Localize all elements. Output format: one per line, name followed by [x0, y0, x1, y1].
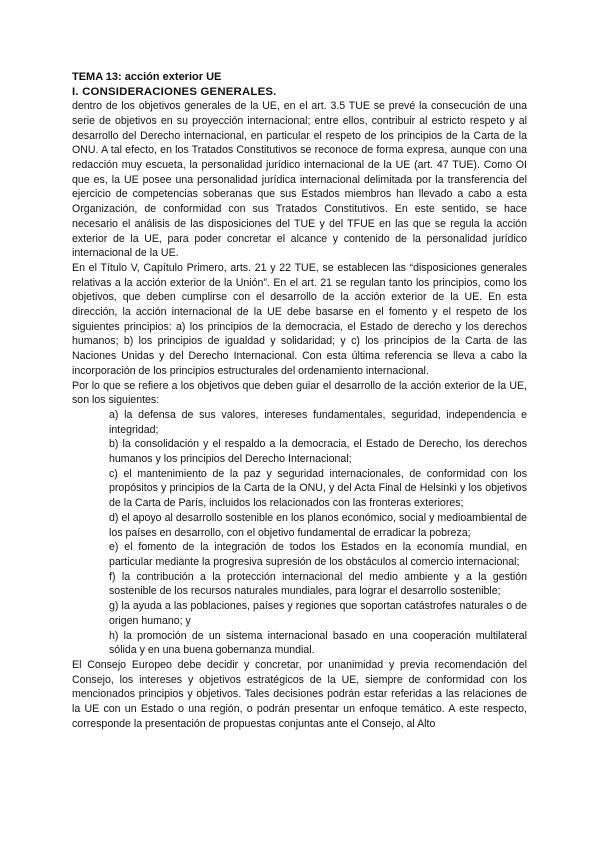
document-body [72, 70, 527, 731]
objective-item-a: a) la defensa de sus valores, intereses fundamentales, seguridad, independencia e integridad; [109, 408, 527, 436]
paragraph-objectives-lead: Por lo que se refiere a los objetivos que deben guiar el desarrollo de la acción exterior de la UE, son los siguientes: [72, 379, 527, 407]
objectives-list [72, 408, 527, 658]
objective-item-g: g) la ayuda a las poblaciones, países y regiones que soportan catástrofes naturales o de origen humano; y [109, 600, 527, 627]
section-heading: I. CONSIDERACIONES GENERALES. [72, 85, 277, 98]
objective-item-d: d) el apoyo al desarrollo sostenible en los planos económico, social y medioambiental de los países en desarrollo, con el objetivo fundamental de erradicar la pobreza; [109, 511, 527, 539]
paragraph-european-council: El Consejo Europeo debe decidir y concretar, por unanimidad y previa recomendación del Consejo, los intereses y objetivos estratégicos de la UE, siempre de conformidad con los mencionados principios y objetivos. Tales decisiones podrán estar referidas a las relaciones de la UE con un Estado o una región, o podrán presentar un enfoque temático. A este respecto, corresponde la presentación de propuestas conjuntas ante el Consejo, al Alto [72, 658, 527, 730]
paragraph-intro: dentro de los objetivos generales de la UE, en el art. 3.5 TUE se prevé la consecución de una serie de objetivos en su proyección internacional; entre ellos, contribuir al estricto respeto y al desarrollo del Derecho internacional, en particular el respeto de los principios de la Carta de la ONU. A tal efecto, en los Tratados Constitutivos se reconoce de forma expresa, aunque con una redacción muy escueta, la personalidad jurídico internacional de la UE (art. 47 TUE). Como OI que es, la UE posee una personalidad jurídica internacional delimitada por la transferencia del ejercicio de competencias soberanas que sus Estados miembros han llevado a cabo a esta Organización, de conformidad con sus Tratados Constitutivos. En este sentido, se hace necesario el análisis de las disposiciones del TUE y del TFUE en las que se regula la acción exterior de la UE, para poder concretar el alcance y contenido de la personalidad jurídico internacional de la UE. [72, 100, 527, 260]
document-title: TEMA 13: acción exterior UE [72, 71, 222, 83]
objective-item-e: e) el fomento de la integración de todos los Estados en la economía mundial, en particular mediante la progresiva supresión de los obstáculos al comercio internacional; [109, 541, 527, 568]
objective-item-f: f) la contribución a la protección internacional del medio ambiente y a la gestión sostenible de los recursos naturales mundiales, para lograr el desarrollo sostenible; [109, 570, 527, 598]
objective-item-h: h) la promoción de un sistema internacional basado en una cooperación multilateral sólida y en una buena gobernanza mundial. [109, 629, 527, 657]
paragraph-principles: En el Título V, Capítulo Primero, arts. 21 y 22 TUE, se establecen las “disposiciones generales relativas a la acción exterior de la Unión”. En el art. 21 se regulan tanto los principios, como los objetivos, que deben cumplirse con el desarrollo de la acción exterior de la UE. En esta dirección, la acción internacional de la UE debe basarse en el fomento y el respeto de los siguientes principios: a) los principios de la democracia, el Estado de derecho y los derechos humanos; b) los principios de igualdad y solidaridad; y c) los principios de la Carta de las Naciones Unidas y del Derecho Internacional. Con esta última referencia se lleva a cabo la incorporación de los principios estructurales del ordenamiento internacional. [72, 261, 527, 377]
objective-item-b: b) la consolidación y el respaldo a la democracia, el Estado de Derecho, los derechos humanos y los principios del Derecho Internacional; [109, 438, 527, 466]
objective-item-c: c) el mantenimiento de la paz y seguridad internacionales, de conformidad con los propósitos y principios de la Carta de la ONU, y del Acta Final de Helsinki y los objetivos de la Carta de París, incluidos los relacionados con las fronteras exteriores; [109, 467, 527, 510]
